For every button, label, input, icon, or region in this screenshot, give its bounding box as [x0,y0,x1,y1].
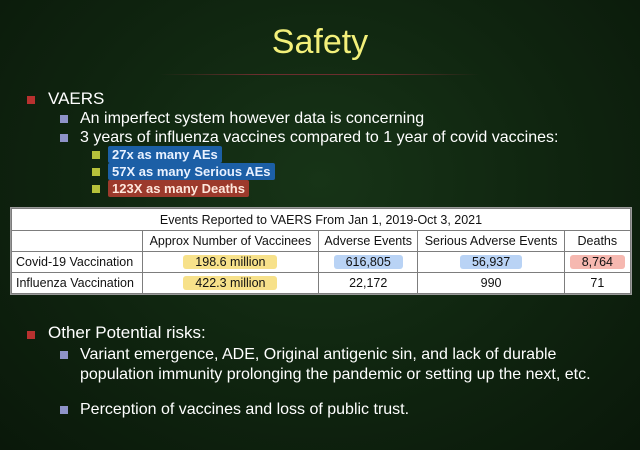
bullet-square-icon [27,96,35,104]
table-header-cell: Serious Adverse Events [418,231,564,252]
bullet-square-icon [60,134,68,142]
bullet-square-icon [92,151,100,159]
table-caption: Events Reported to VAERS From Jan 1, 2019-Oct 3, 2021 [12,209,631,231]
table-cell: 71 [564,273,630,294]
slide-title: Safety [271,23,369,61]
vaers-heading: VAERS [48,89,105,108]
table-row [12,273,631,294]
table-header-cell: Adverse Events [318,231,418,252]
highlight-deaths: 123X as many Deaths [108,180,249,197]
table-cell: 22,172 [318,273,418,294]
bullet-square-icon [92,168,100,176]
table-header-cell [12,231,143,252]
bullet-square-icon [27,331,35,339]
risks-point-1-line2: population immunity prolonging the pandemic or setting up the next, etc. [80,366,591,383]
risks-point-2: Perception of vaccines and loss of public trust. [80,401,410,418]
risks-heading: Other Potential risks: [48,323,206,342]
bullet-square-icon [60,406,68,414]
title-divider [160,74,480,75]
table-header-row [12,231,631,252]
table-cell: 616,805 [334,255,403,269]
table-cell: 990 [418,273,564,294]
table-cell: 198.6 million [183,255,277,269]
vaers-point-1: An imperfect system however data is concerning [80,110,425,127]
highlight-serious-aes: 57X as many Serious AEs [108,163,275,180]
table-cell-label: Covid-19 Vaccination [12,252,143,273]
bullet-square-icon [92,185,100,193]
table-cell: 56,937 [460,255,522,269]
table-header-cell: Deaths [564,231,630,252]
highlight-aes: 27x as many AEs [108,146,222,163]
bullet-square-icon [60,115,68,123]
table-cell-label: Influenza Vaccination [12,273,143,294]
bullet-square-icon [60,351,68,359]
table-cell: 8,764 [570,255,625,269]
risks-point-1-line1: Variant emergence, ADE, Original antigenic sin, and lack of durable [80,346,557,363]
vaers-table [10,207,632,295]
table-cell: 422.3 million [183,276,277,290]
table-header-cell: Approx Number of Vaccinees [142,231,318,252]
vaers-point-2: 3 years of influenza vaccines compared to 1 year of covid vaccines: [80,129,559,146]
table-row [12,252,631,273]
